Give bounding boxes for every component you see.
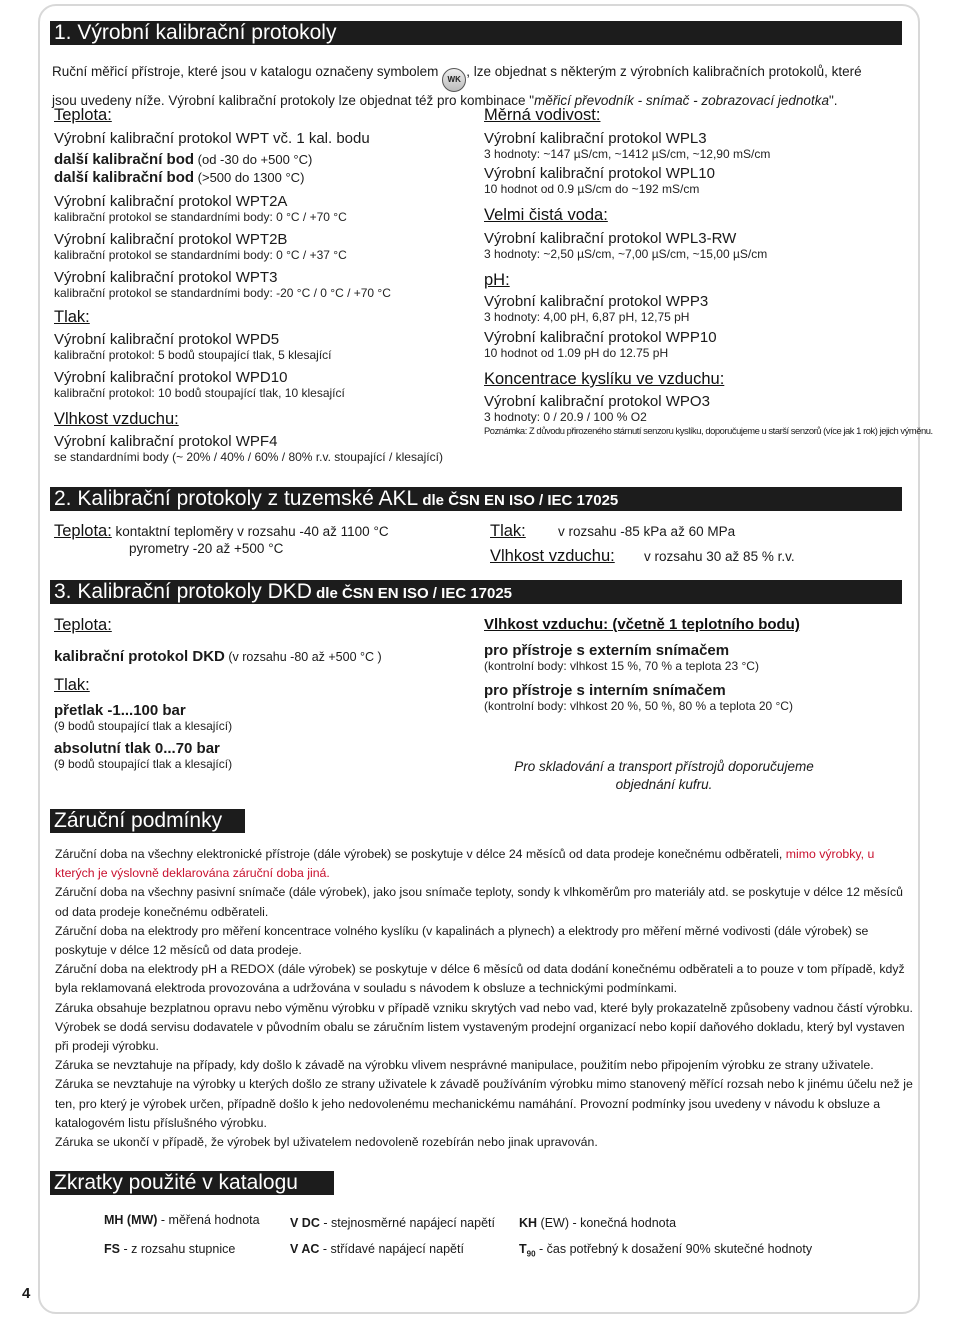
abbrev-vdc: V DC - stejnosměrné napájecí napětí <box>290 1216 495 1230</box>
warranty-title: Záruční podmínky <box>50 809 245 833</box>
akl-pressure-label: Tlak: <box>490 522 526 540</box>
heading-pressure: Tlak: <box>54 308 90 326</box>
protocol-wpt2a: Výrobní kalibrační protokol WPT2A <box>54 193 288 210</box>
dkd-internal-sensor-detail: (kontrolní body: vlhkost 20 %, 50 %, 80 % a teplota 20 °C) <box>484 699 793 713</box>
akl-temperature: Teplota: kontaktní teploměry v rozsahu -40 až 1100 °C <box>54 522 389 540</box>
dkd-absolute-pressure-detail: (9 bodů stoupající tlak a klesající) <box>54 757 233 771</box>
protocol-wpd5-detail: kalibrační protokol: 5 bodů stoupající tlak, 5 klesající <box>54 348 332 362</box>
abbrev-mh: MH (MW) - měřená hodnota <box>104 1213 260 1227</box>
protocol-wpl3-detail: 3 hodnoty: ~147 µS/cm, ~1412 µS/cm, ~12,90 mS/cm <box>484 147 771 161</box>
protocol-wpo3: Výrobní kalibrační protokol WPO3 <box>484 393 710 410</box>
dkd-temperature-label: Teplota: <box>54 616 112 634</box>
heading-ph: pH: <box>484 271 510 289</box>
protocol-wpd10-detail: kalibrační protokol: 10 bodů stoupající tlak, 10 klesající <box>54 386 345 400</box>
oxygen-note: Poznámka: Z důvodu přirozeného stárnutí senzoru kyslíku, doporučujeme u starší senzorů (více jak 1 rok) jejich výměnu. <box>484 425 933 436</box>
heading-pure-water: Velmi čistá voda: <box>484 206 608 224</box>
akl-pressure-value: v rozsahu -85 kPa až 60 MPa <box>558 524 736 539</box>
abbrev-kh: KH (EW) - konečná hodnota <box>519 1216 677 1230</box>
section2-title: 2. Kalibrační protokoly z tuzemské AKL dle ČSN EN ISO / IEC 17025 <box>50 487 902 511</box>
protocol-wpp3: Výrobní kalibrační protokol WPP3 <box>484 293 709 310</box>
protocol-wpf4: Výrobní kalibrační protokol WPF4 <box>54 433 278 450</box>
dkd-overpressure: přetlak -1...100 bar <box>54 702 186 719</box>
heading-humidity: Vlhkost vzduchu: <box>54 410 179 428</box>
case-recommendation: Pro skladování a transport přístrojů doporučujeme objednání kufru. <box>514 759 814 792</box>
heading-oxygen: Koncentrace kyslíku ve vzduchu: <box>484 370 725 388</box>
heading-conductivity: Měrná vodivost: <box>484 106 601 124</box>
protocol-wpp10-detail: 10 hodnot od 1.09 pH do 12.75 pH <box>484 346 669 360</box>
dkd-humidity-label: Vlhkost vzduchu: (včetně 1 teplotního bodu) <box>484 616 800 633</box>
dkd-pressure-label: Tlak: <box>54 676 90 694</box>
protocol-wpl3-rw-detail: 3 hodnoty: ~2,50 µS/cm, ~7,00 µS/cm, ~15,00 µS/cm <box>484 247 768 261</box>
wk-symbol-icon: WK <box>442 68 466 92</box>
heading-temperature: Teplota: <box>54 106 112 124</box>
protocol-wpl3: Výrobní kalibrační protokol WPL3 <box>484 130 707 147</box>
akl-humidity-value: v rozsahu 30 až 85 % r.v. <box>644 549 795 564</box>
protocol-wpp10: Výrobní kalibrační protokol WPP10 <box>484 329 717 346</box>
protocol-wpl3-rw: Výrobní kalibrační protokol WPL3-RW <box>484 230 737 247</box>
section3-title: 3. Kalibrační protokoly DKD dle ČSN EN ISO / IEC 17025 <box>50 580 902 604</box>
protocol-wpd5: Výrobní kalibrační protokol WPD5 <box>54 331 280 348</box>
protocol-wpo3-detail: 3 hodnoty: 0 / 20.9 / 100 % O2 <box>484 410 647 424</box>
protocol-wpt2b-detail: kalibrační protokol se standardními body: 0 °C / +37 °C <box>54 248 347 262</box>
protocol-wpp3-detail: 3 hodnoty: 4,00 pH, 6,87 pH, 12,75 pH <box>484 310 690 324</box>
akl-humidity-label: Vlhkost vzduchu: <box>490 547 615 565</box>
extra-point-1: další kalibrační bod (od -30 do +500 °C) <box>54 151 313 168</box>
dkd-external-sensor: pro přístroje s externím snímačem <box>484 642 730 659</box>
protocol-wpt2a-detail: kalibrační protokol se standardními body: 0 °C / +70 °C <box>54 210 347 224</box>
protocol-wpl10: Výrobní kalibrační protokol WPL10 <box>484 165 715 182</box>
protocol-wpl10-detail: 10 hodnot od 0.9 µS/cm do ~192 mS/cm <box>484 182 700 196</box>
dkd-absolute-pressure: absolutní tlak 0...70 bar <box>54 740 220 757</box>
abbrev-vac: V AC - střídavé napájecí napětí <box>290 1242 464 1256</box>
dkd-internal-sensor: pro přístroje s interním snímačem <box>484 682 726 699</box>
page-number: 4 <box>22 1285 31 1302</box>
akl-pyrometry: pyrometry -20 až +500 °C <box>129 541 284 556</box>
abbrev-fs: FS - z rozsahu stupnice <box>104 1242 236 1256</box>
extra-point-2: další kalibrační bod (>500 do 1300 °C) <box>54 169 305 186</box>
protocol-wpd10: Výrobní kalibrační protokol WPD10 <box>54 369 288 386</box>
dkd-overpressure-detail: (9 bodů stoupající tlak a klesající) <box>54 719 233 733</box>
protocol-wpt2b: Výrobní kalibrační protokol WPT2B <box>54 231 288 248</box>
abbrev-title: Zkratky použité v katalogu <box>50 1171 334 1195</box>
protocol-wpt: Výrobní kalibrační protokol WPT vč. 1 kal. bodu <box>54 130 370 147</box>
protocol-wpt3-detail: kalibrační protokol se standardními body: -20 °C / 0 °C / +70 °C <box>54 286 391 300</box>
protocol-wpt3: Výrobní kalibrační protokol WPT3 <box>54 269 278 286</box>
dkd-external-sensor-detail: (kontrolní body: vlhkost 15 %, 70 % a teplota 23 °C) <box>484 659 759 673</box>
abbrev-t90: $T_{90}$ - čas potřebný k dosažení 90% skutečné hodnoty <box>519 1242 813 1259</box>
protocol-wpf4-detail: se standardními body (~ 20% / 40% / 60% / 80% r.v. stoupající / klesající) <box>54 450 443 464</box>
warranty-text: Záruční doba na všechny elektronické přístroje (dále výrobek) se poskytuje v délce 24 měsíců od data prodeje konečnému odběrateli, mimo výrobky, u kterých je výslovně deklarována záruční doba jiná. Záruční doba na všechny pasivní snímače (dále výrobek), jako jsou snímače teploty, sondy k vlhkoměrům pro materiály atd. se poskytuje v délce 12 měsíců od data prodeje konečnému odběrateli. Záruční doba na elektrody pro měření koncentrace volného kyslíku (v kapalinách a plynech) a elektrody pro měření měrné vodivosti (dále výrobek) se poskytuje v délce 12 měsíců od data prodeje. Záruční doba na elektrody pH a REDOX (dále výrobek) se poskytuje v délce 6 měsíců od data dodání konečnému odběrateli a to pouze v tom případě, když byla reklamovaná elektroda provozována a udržována v souladu s návodem k obsluze a technickými podmínkami. Záruka obsahuje bezplatnou opravu nebo výměnu výrobku v případě vzniku skrytých vad nebo vad, které byly prokazatelně způsobeny vadnou částí výrobku. Výrobek se dodá servisu dodavatele v původním obalu se záručním listem vystaveným prodejní organizací nebo kopií daňového dokladu, který byl vystaven při prodeji výrobku. Záruka se nevztahuje na případy, kdy došlo k závadě na výrobku vlivem nesprávné manipulace, použitím nebo připojením výrobku ze strany uživatele. Záruka se nevztahuje na výrobky u kterých došlo ze strany uživatele k závadě používáním výrobku mimo stanovený měřící rozsah nebo k jinému účelu než je ten, pro který je výrobek určen, případně došlo k jeho nedovolenému mechanickému namáhání. Provozní podmínky jsou uvedeny v návodu k obsluze a katalogovém listu příslušného výrobku. Záruka se ukončí v případě, že výrobek byl uživatelem nedovoleně rozebírán nebo jinak upravován. <box>55 847 913 1150</box>
section1-title: 1. Výrobní kalibrační protokoly <box>50 21 902 45</box>
section1-intro: Ruční měřicí přístroje, které jsou v katalogu označeny symbolem WK, lze objednat s některým z výrobních kalibračních protokolů, které jsou uvedeny níže. Výrobní kalibrační protokoly lze objednat též pro kombinace "měřicí převodník - snímač - zobrazovací jednotka". <box>52 64 862 108</box>
dkd-temperature: kalibrační protokol DKD (v rozsahu -80 až +500 °C ) <box>54 648 382 665</box>
